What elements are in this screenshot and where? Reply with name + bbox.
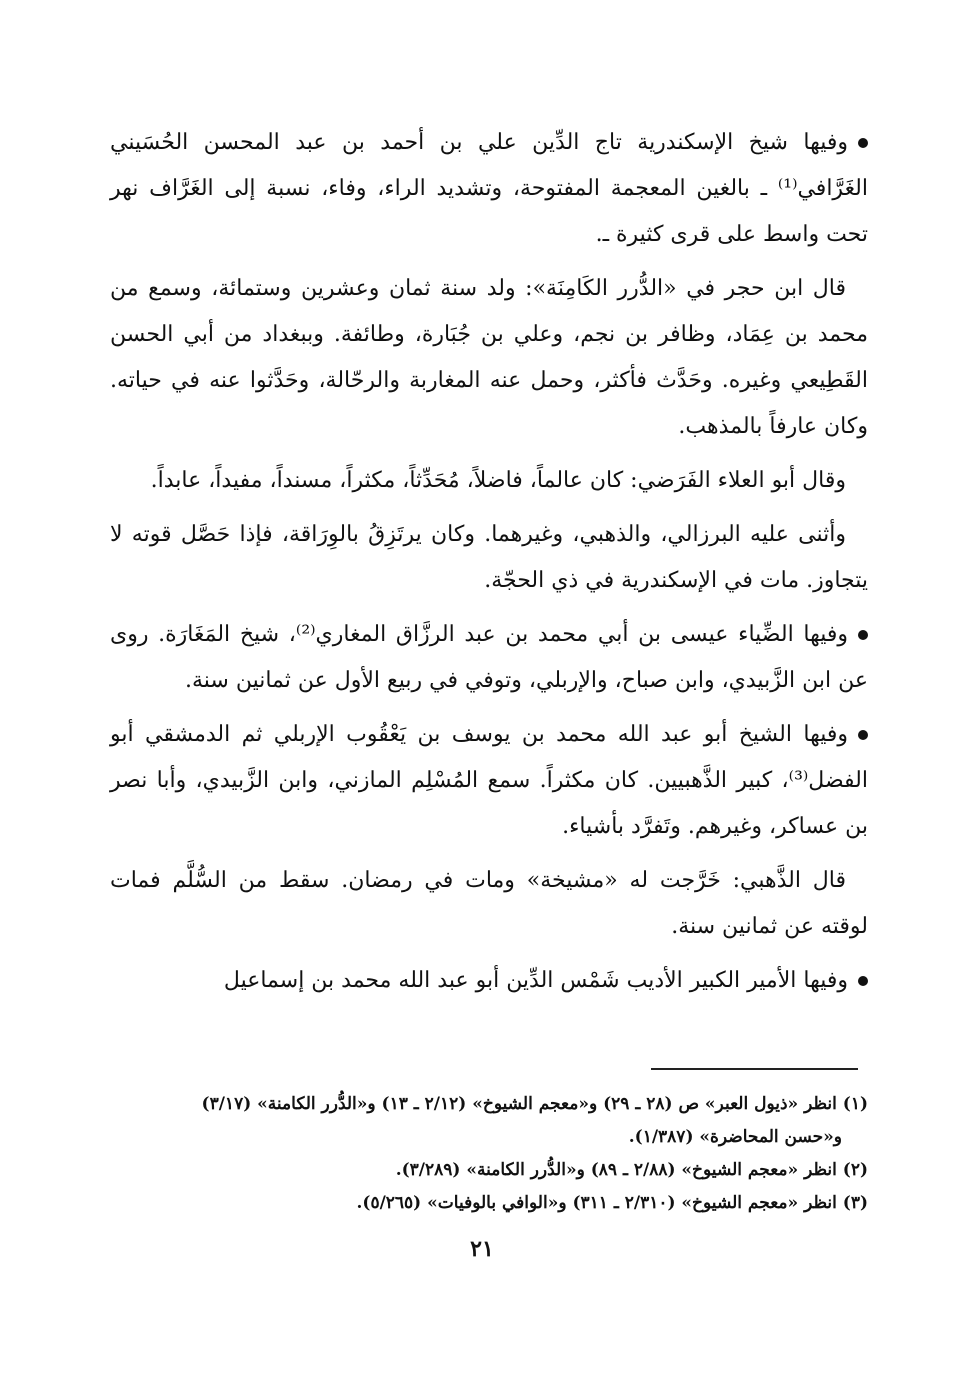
page-number: ٢١ (470, 1236, 494, 1262)
paragraph-aldiya (110, 612, 868, 704)
paragraph-text: وفيها شيخ الإسكندرية تاج الدِّين علي بن أحمد بن عبد المحسن الحُسَيني الغَرَّافي⁽¹⁾ ـ بالغين المعجمة المفتوحة، وتشديد الراء، وفاء، نسبة إلى الغَرَّاف نهر تحت واسط على قرى كثيرة ـ. (110, 130, 868, 247)
bullet-icon (858, 730, 868, 740)
paragraph-text: وقال أبو العلاء الفَرَضي: كان عالماً، فاضلاً، مُحَدِّثاً، مكثراً، مسنداً، مفيداً، عابداً. (150, 468, 846, 493)
footnotes (110, 1088, 868, 1220)
body-text (110, 120, 868, 1012)
bullet-icon (858, 630, 868, 640)
paragraph-shams-aldin (110, 958, 868, 1004)
footnote-divider (651, 1068, 858, 1070)
paragraph-text: قال ابن حجر في «الدُّرر الكَامِنَة»: ولد سنة ثمان وعشرين وستمائة، وسمع من محمد بن عِمَاد، وظافر بن نجم، وعلي بن جُبَارة، وطائفة. وببغداد من أبي الحسن القَطِيعي وغيره. وحَدَّث فأكثر، وحمل عنه المغاربة والرحّالة، وحَدَّثوا عنه في حياته. وكان عارفاً بالمذهب. (110, 276, 868, 439)
footnote-1-continuation: و«حسن المحاضرة» (١/٣٨٧). (628, 1127, 842, 1147)
footnote-1: (١) انظر «ذيول العبر» ص (٢٨ ـ ٢٩) و«معجم الشيوخ» (٢/١٢ ـ ١٣) و«الدُّرر الكامنة» (٣/١٧) (201, 1094, 868, 1114)
paragraph-text: وأثنى عليه البرزالي، والذهبي، وغيرهما. وكان يرتَزِقُ بالوِرَاقة، فإذا حَصَّل قوته لا يتجاوز. مات في الإسكندرية في ذي الحجّة. (110, 522, 868, 593)
footnote-2: (٢) انظر «معجم الشيوخ» (٢/٨٨ ـ ٨٩) و«الدُّرر الكامنة» (٣/٢٨٩). (395, 1160, 868, 1180)
bullet-icon (858, 138, 868, 148)
paragraph-text: وفيها الضِّياء عيسى بن أبي محمد بن عبد الرزَّاق المغاري⁽²⁾، شيخ المَغَارَة. روى عن ابن الزَّبيدي، وابن صباح، والإربلي، وتوفي في ربيع الأول عن ثمانين سنة. (110, 622, 868, 693)
paragraph-text: وفيها الشيخ أبو عبد الله محمد بن يوسف بن يَعْقُوب الإربلي ثم الدمشقي أبو الفضل⁽³⁾، كبير الذَّهبيين. كان مكثراً. سمع المُسْلِم المازني، وابن الزَّبيدي، وأبا نصر بن عساكر، وغيرهم. وتَفرَّد بأشياء. (110, 722, 868, 839)
bullet-icon (858, 976, 868, 986)
paragraph-dhahabi (110, 858, 868, 950)
footnote-3: (٣) انظر «معجم الشيوخ» (٢/٣١٠ ـ ٣١١) و«الوافي بالوفيات» (٥/٢٦٥). (356, 1193, 868, 1213)
paragraph-irbili (110, 712, 868, 850)
paragraph-barzali (110, 512, 868, 604)
paragraph-text: وفيها الأمير الكبير الأديب شَمْس الدِّين أبو عبد الله محمد بن إسماعيل (223, 968, 848, 993)
paragraph-abu-alala (110, 458, 868, 504)
paragraph-text: قال الذَّهبي: خَرَّجت له «مشيخة» ومات في رمضان. سقط من السُّلَّم فمات لوقته عن ثمانين سنة. (110, 868, 868, 939)
paragraph-ibn-hajar (110, 266, 868, 450)
paragraph-taj-aldin (110, 120, 868, 258)
